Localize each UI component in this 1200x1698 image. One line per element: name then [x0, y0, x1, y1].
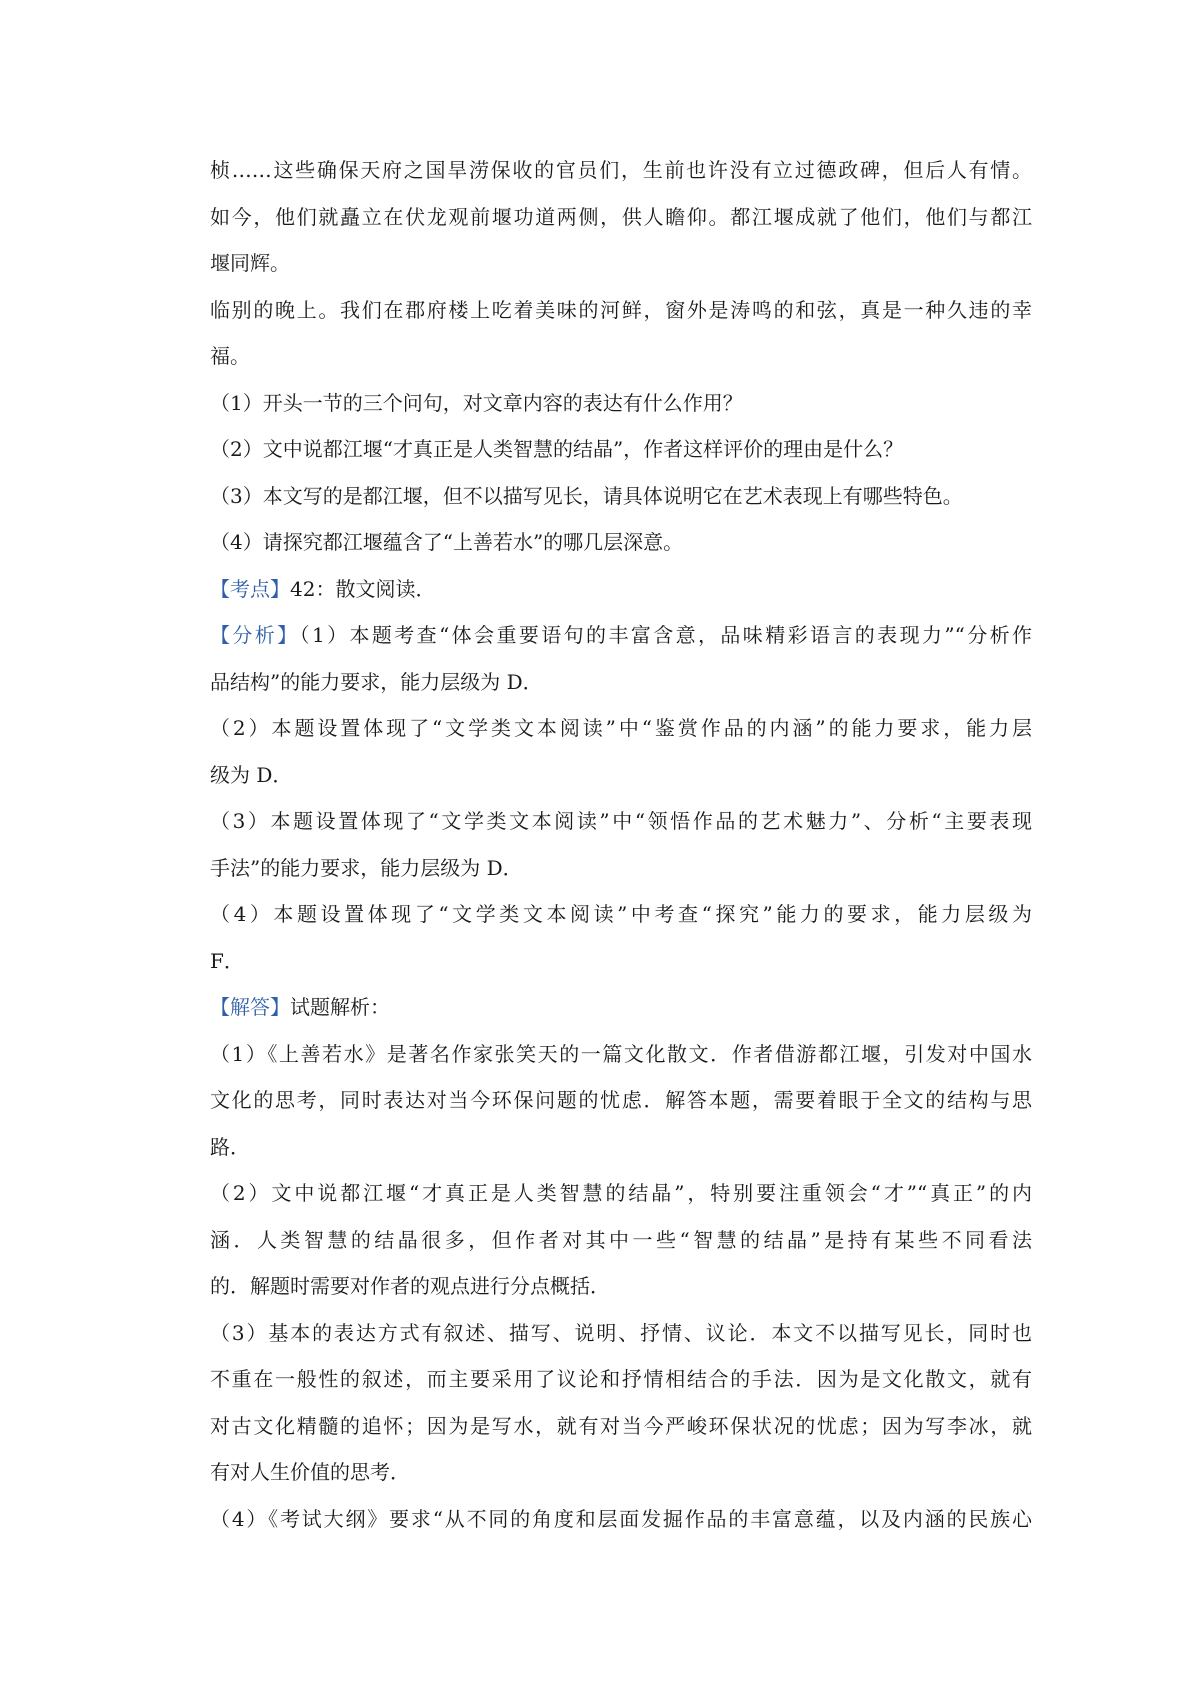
line-text: 如今，他们就矗立在伏龙观前堰功道两侧，供人瞻仰。都江堰成就了他们，他们与都江	[210, 204, 1032, 229]
line-text: （1）开头一节的三个问句，对文章内容的表达有什么作用？	[210, 390, 743, 415]
line-text: 桢……这些确保天府之国旱涝保收的官员们，生前也许没有立过德政碑，但后人有情。	[210, 158, 1032, 182]
line-text: （1）本题考查“体会重要语句的丰富含意，品味精彩语言的表现力”“分析作	[299, 623, 1032, 647]
line-text: 有对人生价值的思考．	[210, 1460, 410, 1484]
text-line	[210, 1310, 1032, 1357]
text-line	[210, 612, 1032, 659]
text-line	[210, 473, 1032, 520]
line-text: F．	[210, 948, 244, 973]
line-text: （4）本题设置体现了“文学类文本阅读”中考查“探究”能力的要求，能力层级为	[210, 902, 1032, 926]
text-line	[210, 798, 1032, 845]
text-line	[210, 194, 1032, 241]
line-text: （3）本文写的是都江堰，但不以描写见长，请具体说明它在艺术表现上有哪些特色。	[210, 483, 963, 508]
text-line	[210, 845, 1032, 892]
text-line	[210, 705, 1032, 752]
line-text: （2）文中说都江堰“才真正是人类智慧的结晶”，特别要注重领会“才”“真正”的内	[210, 1181, 1032, 1205]
text-line	[210, 1403, 1032, 1450]
text-line	[210, 752, 1032, 799]
line-text: 对古文化精髓的追怀；因为是写水，就有对当今严峻环保状况的忧虑；因为写李冰，就	[210, 1413, 1032, 1438]
section-tag: 【考点】	[210, 576, 290, 601]
text-line	[210, 1170, 1032, 1217]
line-text: 试题解析：	[290, 995, 390, 1019]
text-line	[210, 1356, 1032, 1403]
text-line	[210, 1077, 1032, 1124]
line-text: 42：散文阅读．	[290, 576, 436, 601]
line-text: 涵．人类智慧的结晶很多，但作者对其中一些“智慧的结晶”是持有某些不同看法	[210, 1227, 1032, 1252]
text-line	[210, 566, 1032, 613]
line-text: 临别的晚上。我们在郡府楼上吃着美味的河鲜，窗外是涛鸣的和弦，真是一种久违的幸	[210, 297, 1032, 322]
text-line	[210, 891, 1032, 938]
document-body	[210, 147, 1032, 1542]
text-line	[210, 147, 1032, 194]
text-line	[210, 984, 1032, 1031]
text-line	[210, 287, 1032, 334]
line-text: 的．解题时需要对作者的观点进行分点概括．	[210, 1274, 610, 1298]
text-line	[210, 240, 1032, 287]
line-text: （4）《考试大纲》要求“从不同的角度和层面发掘作品的丰富意蕴，以及内涵的民族心	[210, 1506, 1032, 1531]
line-text: （2）本题设置体现了“文学类文本阅读”中“鉴赏作品的内涵”的能力要求，能力层	[210, 716, 1032, 740]
text-line	[210, 1217, 1032, 1264]
text-line	[210, 1263, 1032, 1310]
text-line	[210, 1496, 1032, 1543]
text-line	[210, 380, 1032, 427]
text-line	[210, 333, 1032, 380]
section-tag: 【解答】	[210, 995, 290, 1019]
text-line	[210, 1124, 1032, 1171]
line-text: （1）《上善若水》是著名作家张笑天的一篇文化散文．作者借游都江堰，引发对中国水	[210, 1041, 1032, 1066]
text-line	[210, 519, 1032, 566]
text-line	[210, 1449, 1032, 1496]
line-text: （2）文中说都江堰“才真正是人类智慧的结晶”，作者这样评价的理由是什么？	[210, 437, 904, 461]
line-text: 级为 D．	[210, 762, 293, 787]
text-line	[210, 659, 1032, 706]
line-text: （4）请探究都江堰蕴含了“上善若水”的哪几层深意。	[210, 530, 684, 554]
line-text: 堰同辉。	[210, 251, 290, 275]
text-line	[210, 426, 1032, 473]
line-text: （3）本题设置体现了“文学类文本阅读”中“领悟作品的艺术魅力”、分析“主要表现	[210, 809, 1032, 833]
line-text: 文化的思考，同时表达对当今环保问题的忧虑．解答本题，需要着眼于全文的结构与思	[210, 1088, 1032, 1112]
line-text: （3）基本的表达方式有叙述、描写、说明、抒情、议论．本文不以描写见长，同时也	[210, 1320, 1032, 1345]
text-line	[210, 938, 1032, 985]
line-text: 手法”的能力要求，能力层级为 D．	[210, 855, 523, 880]
line-text: 不重在一般性的叙述，而主要采用了议论和抒情相结合的手法．因为是文化散文，就有	[210, 1367, 1032, 1391]
line-text: 福。	[210, 344, 250, 368]
line-text: 路．	[210, 1134, 250, 1159]
line-text: 品结构”的能力要求，能力层级为 D．	[210, 669, 543, 694]
text-line	[210, 1031, 1032, 1078]
section-tag: 【分析】	[210, 623, 300, 647]
